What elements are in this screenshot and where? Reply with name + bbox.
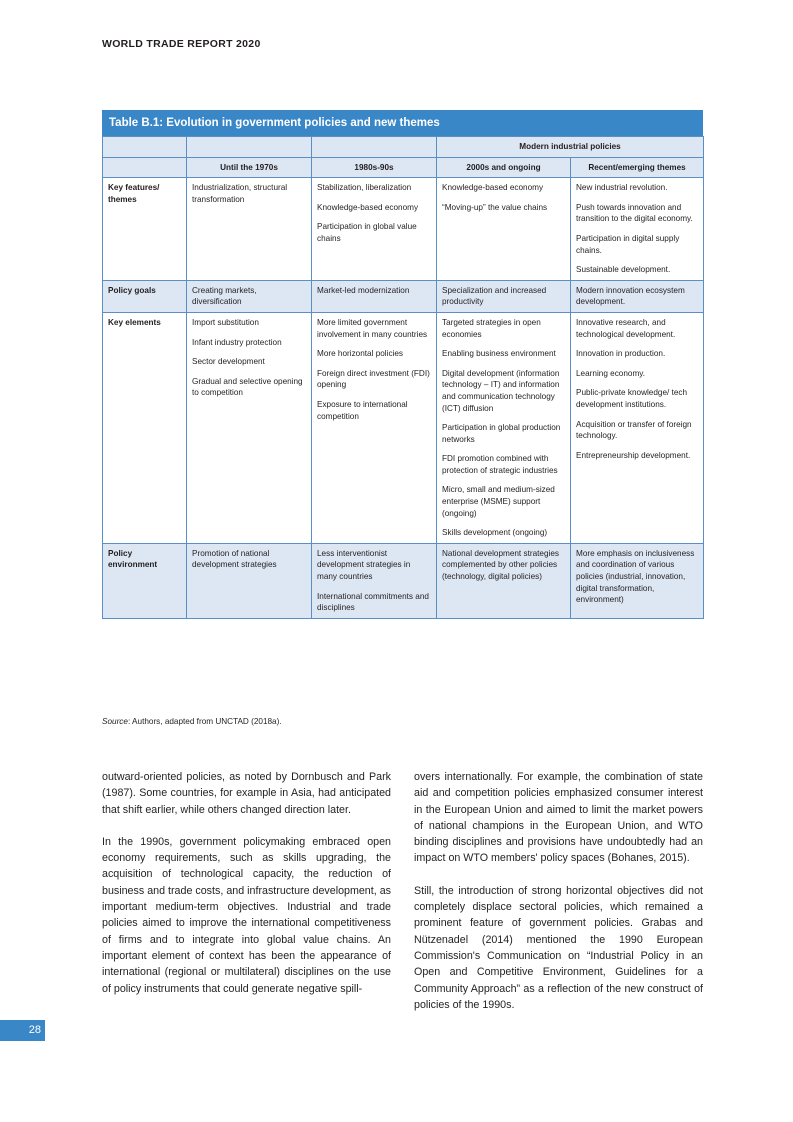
table-cell [312, 543, 437, 618]
column-header: Until the 1970s [187, 157, 312, 178]
table-source-note [102, 717, 282, 726]
body-column-right [414, 769, 703, 1029]
cell-item: Knowledge-based economy [442, 183, 544, 193]
table-cell [571, 178, 704, 281]
row-header: Policy goals [103, 280, 187, 312]
table-cell [187, 312, 312, 543]
cell-item: Market-led modernization [317, 285, 410, 295]
table-title: Table B.1: Evolution in government policies and new themes [102, 110, 703, 136]
cell-item: Entrepreneurship development. [576, 450, 691, 460]
cell-item: Gradual and selective opening to competition [192, 376, 303, 398]
cell-item: Promotion of national development strategies [192, 548, 277, 570]
cell-item: Specialization and increased productivity [442, 285, 547, 307]
table-cell [571, 280, 704, 312]
body-column-left [102, 769, 391, 1013]
row-header: Policy environment [103, 543, 187, 618]
table-cell [437, 178, 571, 281]
cell-item: Infant industry protection [192, 337, 282, 347]
cell-item: More emphasis on inclusiveness and coordination of various policies (industrial, innovation, digital transformation, environment) [576, 548, 695, 605]
running-header: WORLD TRADE REPORT 2020 [102, 38, 261, 50]
row-header: Key elements [103, 312, 187, 543]
table-cell [437, 543, 571, 618]
cell-item: Targeted strategies in open economies [442, 317, 541, 339]
table-cell [571, 312, 704, 543]
cell-item: Less interventionist development strategies in many countries [317, 548, 411, 582]
header-blank-cell [103, 157, 187, 178]
table-cell [187, 280, 312, 312]
cell-item: “Moving-up” the value chains [442, 202, 548, 212]
cell-item: Learning economy. [576, 368, 646, 378]
cell-item: National development strategies complemented by other policies (technology, digital policies) [442, 548, 559, 582]
cell-item: Skills development (ongoing) [442, 528, 548, 538]
cell-item: Sustainable development. [576, 265, 671, 275]
header-blank-cell [103, 137, 187, 158]
table-cell [312, 280, 437, 312]
page-number: 28 [0, 1020, 45, 1041]
table-cell [571, 543, 704, 618]
row-header: Key features/ themes [103, 178, 187, 281]
cell-item: Enabling business environment [442, 349, 556, 359]
cell-item: Innovative research, and technological development. [576, 317, 676, 339]
cell-item: Participation in global production networks [442, 423, 561, 444]
source-label: Source [102, 717, 128, 726]
cell-item: International commitments and disciplines [317, 591, 429, 613]
cell-item: Creating markets, diversification [192, 285, 257, 307]
cell-item: Innovation in production. [576, 349, 666, 359]
table-cell [312, 312, 437, 543]
table-column-header-row [103, 157, 704, 178]
table-row [103, 543, 704, 618]
policy-evolution-table [102, 110, 703, 619]
table-row [103, 312, 704, 543]
table-cell [312, 178, 437, 281]
table-cell [187, 178, 312, 281]
cell-item: Digital development (information technology – IT) and information and communication technology (ICT) diffusion [442, 368, 560, 413]
cell-item: FDI promotion combined with protection of strategic industries [442, 454, 558, 475]
cell-item: Participation in digital supply chains. [576, 233, 680, 255]
cell-item: Stabilization, liberalization [317, 183, 412, 193]
body-paragraph: Still, the introduction of strong horizontal objectives did not completely displace sectoral policies, which remained a prominent feature of government policies. Grabas and Nützenadel (2014) mentioned the 1990 European Commission's Communication on “Industrial Policy in an Open and Competitive Environment, Guidelines for a Community Approach” as a reflection of the new construct of policies of the 1990s. [414, 884, 703, 1011]
cell-item: Import substitution [192, 317, 259, 327]
cell-item: More limited government involvement in many countries [317, 317, 428, 339]
table-row [103, 178, 704, 281]
cell-item: Push towards innovation and transition to the digital economy. [576, 202, 693, 224]
source-text: : Authors, adapted from UNCTAD (2018a). [127, 717, 282, 726]
table-group-header-row [103, 137, 704, 158]
group-header-modern-industrial-policies: Modern industrial policies [437, 137, 704, 158]
cell-item: Knowledge-based economy [317, 202, 419, 212]
cell-item: Public-private knowledge/ tech development institutions. [576, 388, 688, 409]
cell-item: Acquisition or transfer of foreign technology. [576, 419, 692, 441]
column-header: 2000s and ongoing [437, 157, 571, 178]
cell-item: More horizontal policies [317, 349, 404, 359]
header-blank-cell [312, 137, 437, 158]
body-paragraph: outward-oriented policies, as noted by Dornbusch and Park (1987). Some countries, for example in Asia, had anticipated that shift earlier, while others changed direction later. [102, 771, 391, 816]
cell-item: Participation in global value chains [317, 222, 417, 243]
cell-item: New industrial revolution. [576, 183, 668, 193]
column-header: Recent/emerging themes [571, 157, 704, 178]
body-paragraph: In the 1990s, government policymaking embraced open economy requirements, such as skills upgrading, the acquisition of technological capacity, the reduction of business and trade costs, and infrastructure development, as important medium-term objectives. Industrial and trade policies aimed to improve the international competitiveness of firms and to integrate into global value chains. An important element of context has been the appearance of international (regional or multilateral) disciplines on the use of policy instruments that could generate negative spill- [102, 835, 391, 995]
column-header: 1980s-90s [312, 157, 437, 178]
header-blank-cell [187, 137, 312, 158]
cell-item: Micro, small and medium-sized enterprise (MSME) support (ongoing) [442, 485, 555, 518]
cell-item: Modern innovation ecosystem development. [576, 285, 685, 307]
cell-item: Exposure to international competition [317, 399, 408, 421]
table-grid [102, 136, 704, 619]
body-paragraph: overs internationally. For example, the combination of state aid and competition policies emphasized consumer interest in the European Union and aimed to limit the market powers of national champions in the European Union, and WTO binding disciplines and provisions have undoubtedly had an impact on WTO members' policy spaces (Bohanes, 2015). [414, 771, 703, 865]
table-cell [437, 280, 571, 312]
cell-item: Industrialization, structural transformation [192, 183, 288, 204]
cell-item: Foreign direct investment (FDI) opening [317, 368, 430, 390]
table-cell [187, 543, 312, 618]
table-cell [437, 312, 571, 543]
table-row [103, 280, 704, 312]
cell-item: Sector development [192, 357, 265, 367]
